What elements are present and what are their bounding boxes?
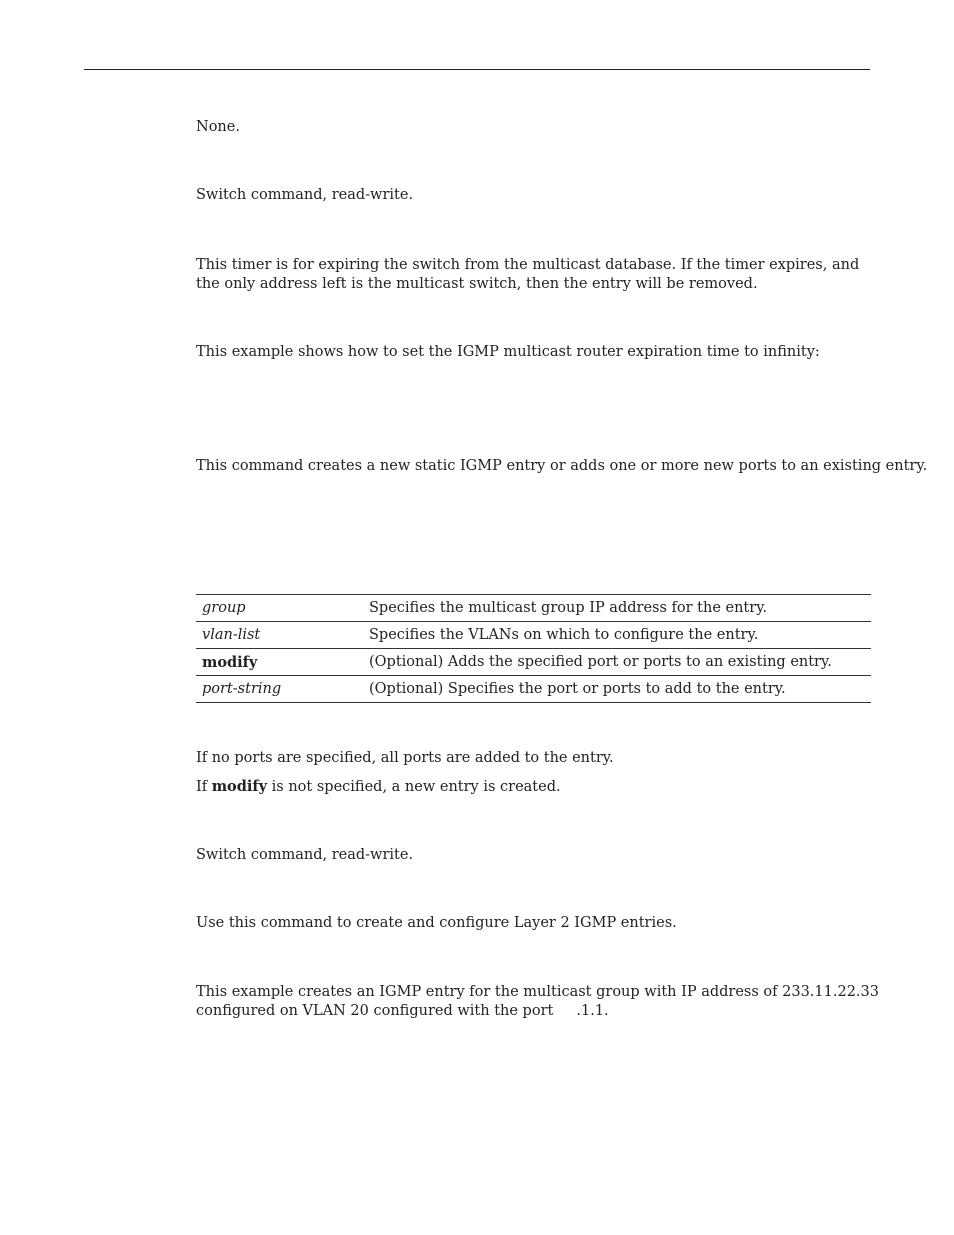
defaults-text: None. xyxy=(196,119,240,135)
param-name: port-string xyxy=(196,676,363,703)
table-row xyxy=(196,595,871,622)
param-description: (Optional) Adds the specified port or ports to an existing entry. xyxy=(363,649,871,676)
usage-text-2: Use this command to create and configure Layer 2 IGMP entries. xyxy=(196,915,677,931)
usage-text: This timer is for expiring the switch from the multicast database. If the timer expires, and the only address left is the multicast switch, then the entry will be removed. xyxy=(196,257,860,292)
param-name: vlan-list xyxy=(196,622,363,649)
defaults-line-1: If no ports are specified, all ports are added to the entry. xyxy=(196,750,614,766)
defaults-line-2-prefix: If xyxy=(196,779,212,795)
param-description: (Optional) Specifies the port or ports to add to the entry. xyxy=(363,676,871,703)
example-text-line-1: This example creates an IGMP entry for the multicast group with IP address of 233.11.22.33 xyxy=(196,984,879,1000)
modify-keyword: modify xyxy=(211,778,268,795)
table-row xyxy=(196,622,871,649)
example-intro: This example shows how to set the IGMP multicast router expiration time to infinity: xyxy=(196,344,820,360)
table-row xyxy=(196,649,871,676)
mode-text: Switch command, read-write. xyxy=(196,187,414,203)
param-name: modify xyxy=(196,649,363,676)
defaults-line-2 xyxy=(196,777,876,797)
param-description: Specifies the VLANs on which to configure the entry. xyxy=(363,622,871,649)
defaults-line-2-suffix: is not specified, a new entry is created. xyxy=(267,779,561,795)
example-text-line-2: configured on VLAN 20 configured with the port .1.1. xyxy=(196,1003,609,1019)
param-description: Specifies the multicast group IP address for the entry. xyxy=(363,595,871,622)
table-row xyxy=(196,676,871,703)
mode-text-2: Switch command, read-write. xyxy=(196,847,414,863)
param-name: group xyxy=(196,595,363,622)
command-description: This command creates a new static IGMP entry or adds one or more new ports to an existing entry. xyxy=(196,458,928,474)
header-rule xyxy=(84,69,870,70)
parameter-table xyxy=(196,594,871,703)
